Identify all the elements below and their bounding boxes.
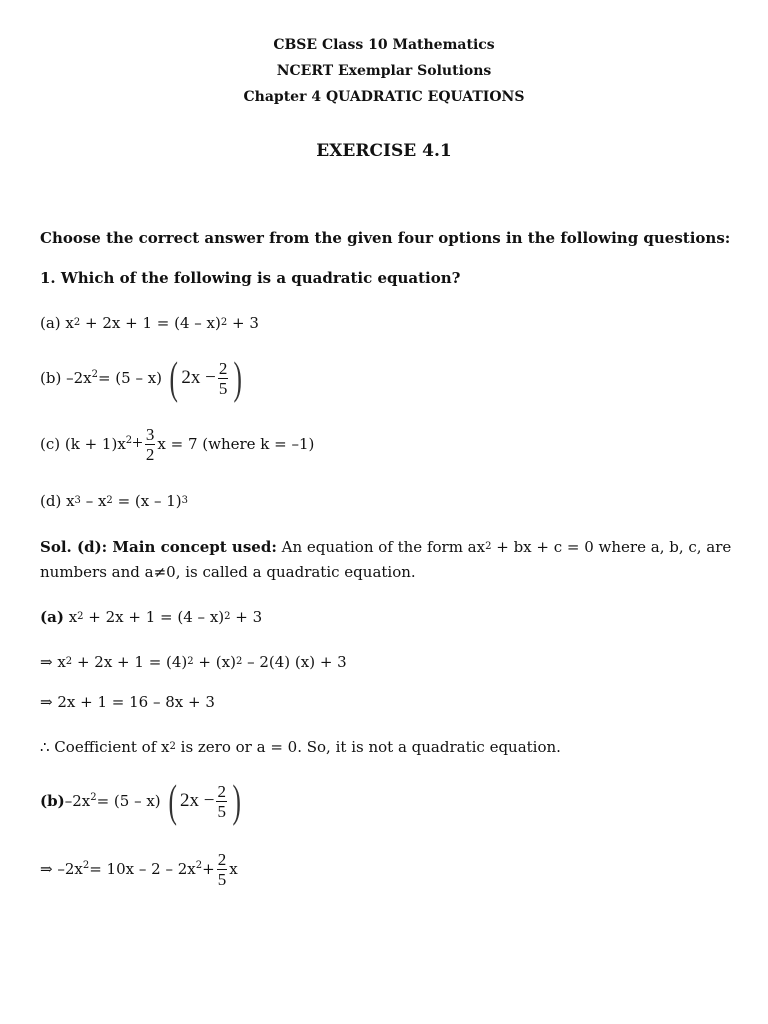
solution-conclusion-a: ∴ Coefficient of $x^2$ is zero or a = 0. So, it is not a quadratic equation. [40, 738, 561, 756]
instruction-text: Choose the correct answer from the given four options in the following questions: [40, 229, 731, 247]
question-text: 1. Which of the following is a quadratic equation? [40, 269, 461, 287]
solution-concept-line2: numbers and a≠0, is called a quadratic equation. [40, 563, 416, 581]
solution-b-fraction-expression: ( 2x − $\frac{2}{5}$ ) [168, 775, 241, 826]
solution-part-a: (a) $x^2 + 2x + 1 = (4 - x)^2 + 3$ [40, 608, 263, 626]
solution-b-step: ⇒ –2x $^2$ = 10x – 2 – 2x $^2$ + $\frac{2}{5}$ x [40, 849, 238, 889]
option-b-fraction-expression: ( 2x − $\frac{2}{5}$ ) [169, 352, 243, 403]
header-chapter: Chapter 4 QUADRATIC EQUATIONS [243, 89, 525, 105]
exercise-title: EXERCISE 4.1 [316, 141, 452, 161]
option-b: (b) –2x $^2$ = (5 – x) ( 2x − $\frac{2}{5}$ ) [40, 352, 246, 404]
header-source: NCERT Exemplar Solutions [276, 63, 492, 79]
solution-part-b: (b) –2x $^2$ = (5 – x) ( 2x − $\frac{2}{5}$ ) [40, 775, 244, 827]
option-d: (d) $x^3 - x^2 = (x - 1)^3$ [40, 492, 189, 510]
solution-b-step-fraction: $\frac{2}{5}$ [217, 849, 227, 889]
option-c: (c) (k + 1)x $^2$ + $\frac{3}{2}$ x = 7 (where k = –1) [40, 424, 315, 464]
header-subject: CBSE Class 10 Mathematics [273, 37, 495, 53]
option-a: (a) $x^2 + 2x + 1 = (4 - x)^2 + 3$ [40, 314, 259, 332]
option-c-fraction: $\frac{3}{2}$ [145, 424, 155, 464]
solution-step-1: ⇒ $x^2 + 2x + 1 = (4)^2 + (x)^2 - 2(4) (x) + 3$ [40, 653, 347, 671]
solution-concept-line1: Sol. (d): Main concept used: An equation of the form $ax^2$ + bx + c = 0 where a, b, c, are [40, 538, 732, 556]
solution-step-2: ⇒ 2x + 1 = 16 – 8x + 3 [40, 693, 215, 711]
